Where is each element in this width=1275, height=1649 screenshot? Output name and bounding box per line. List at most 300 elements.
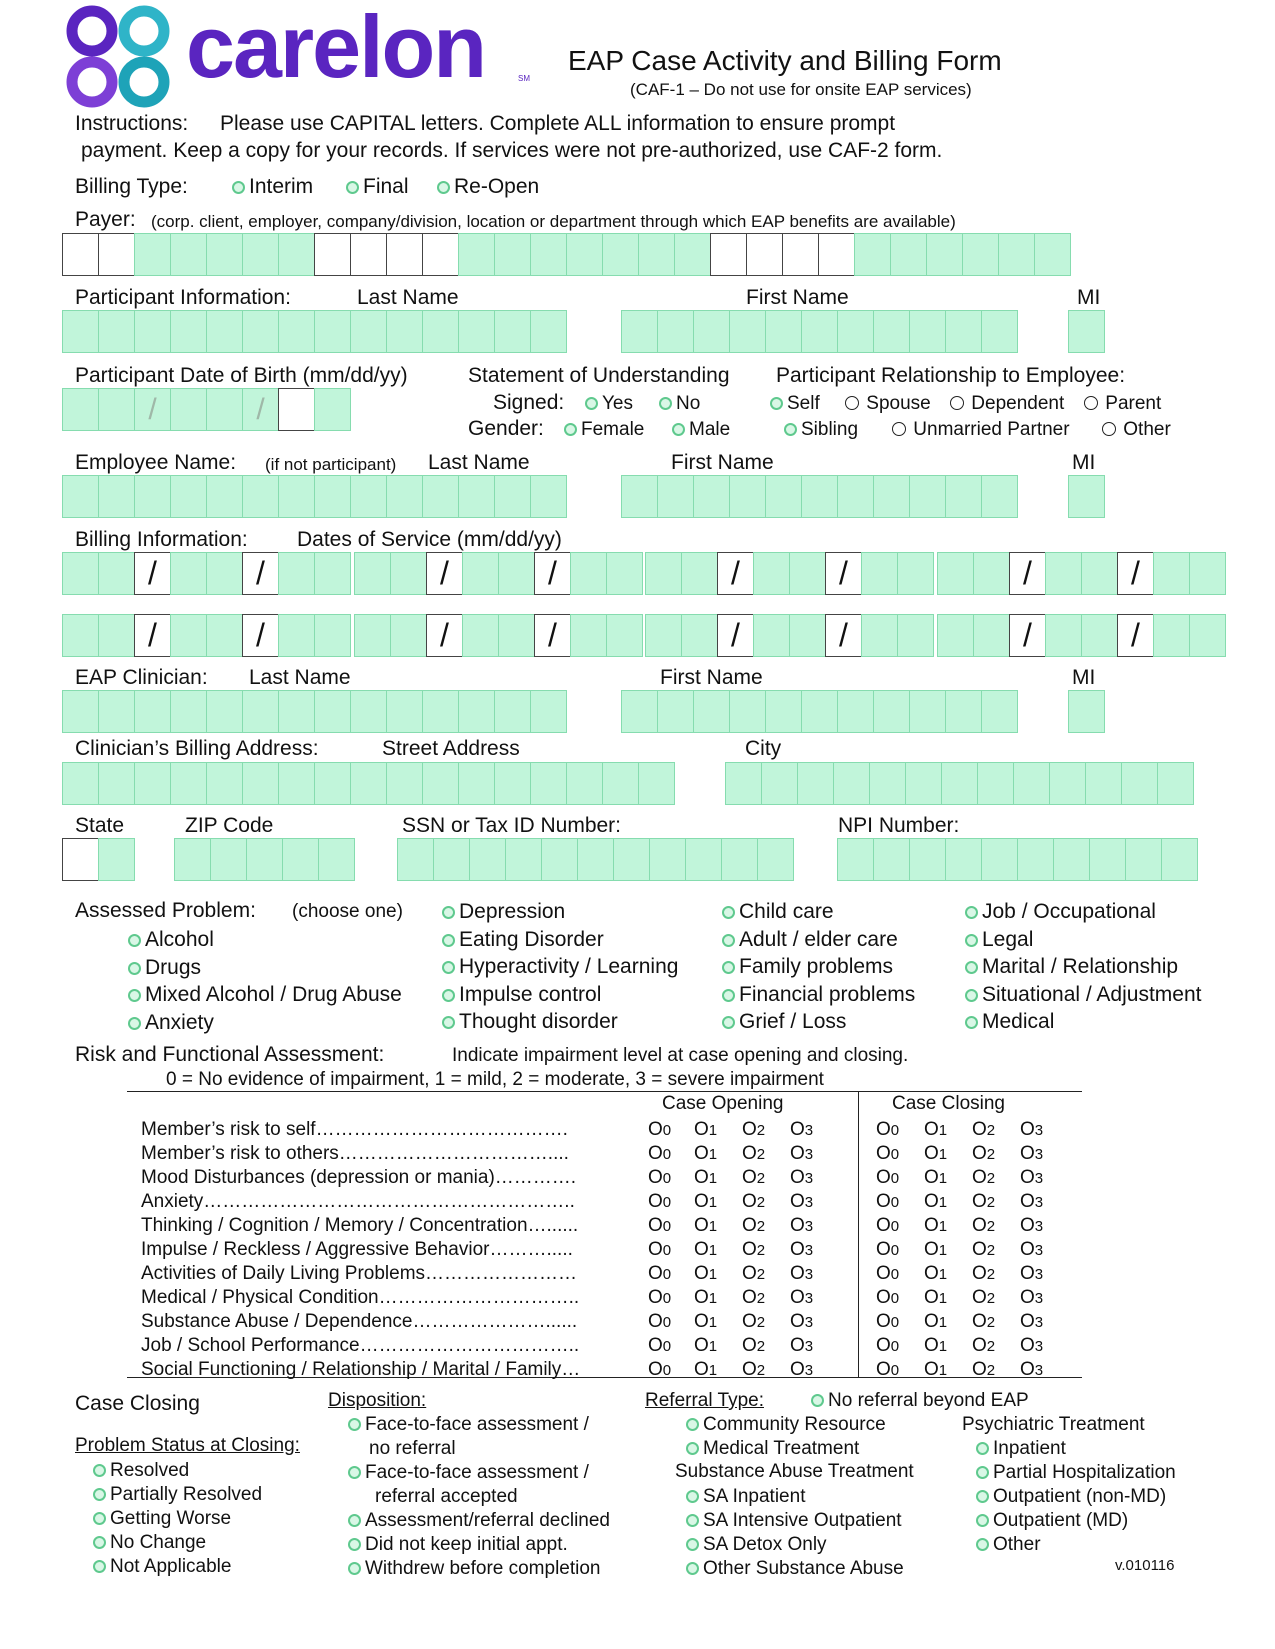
- input-cell[interactable]: [981, 838, 1018, 881]
- input-cell[interactable]: [765, 310, 802, 353]
- opening-level-0[interactable]: O0: [648, 1215, 672, 1236]
- input-cell[interactable]: [1068, 475, 1105, 518]
- input-cell[interactable]: [613, 838, 650, 881]
- input-cell[interactable]: [873, 475, 910, 518]
- clinician-mi-input[interactable]: [1069, 690, 1105, 733]
- closing-level-2[interactable]: O2: [972, 1335, 996, 1356]
- relationship-self[interactable]: Self: [770, 393, 820, 415]
- opening-level-1[interactable]: O1: [694, 1239, 718, 1260]
- input-cell[interactable]: [422, 762, 459, 805]
- closing-level-1[interactable]: O1: [924, 1287, 948, 1308]
- closing-level-3[interactable]: O3: [1020, 1215, 1044, 1236]
- input-cell[interactable]: [1017, 838, 1054, 881]
- input-cell[interactable]: [621, 690, 658, 733]
- input-cell[interactable]: [206, 690, 243, 733]
- closing-level-2[interactable]: O2: [972, 1287, 996, 1308]
- assessed-option[interactable]: Drugs: [128, 956, 201, 980]
- disposition-option[interactable]: Face-to-face assessment /: [348, 1414, 589, 1436]
- closing-level-0[interactable]: O0: [876, 1119, 900, 1140]
- input-cell[interactable]: [386, 310, 423, 353]
- closing-level-3[interactable]: O3: [1020, 1311, 1044, 1332]
- psych-option[interactable]: Other: [976, 1534, 1041, 1556]
- input-cell[interactable]: [753, 614, 790, 657]
- input-cell[interactable]: [869, 762, 906, 805]
- closing-level-1[interactable]: O1: [924, 1263, 948, 1284]
- input-cell[interactable]: [314, 762, 351, 805]
- input-cell[interactable]: [282, 838, 319, 881]
- input-cell[interactable]: [570, 552, 607, 595]
- input-cell[interactable]: [1053, 838, 1090, 881]
- input-cell[interactable]: [981, 310, 1018, 353]
- gender-female[interactable]: Female: [564, 419, 644, 441]
- closing-level-3[interactable]: O3: [1020, 1119, 1044, 1140]
- input-cell[interactable]: [314, 310, 351, 353]
- status-option[interactable]: Getting Worse: [93, 1508, 231, 1530]
- input-cell[interactable]: [458, 690, 495, 733]
- input-cell[interactable]: [1013, 762, 1050, 805]
- input-cell[interactable]: [206, 310, 243, 353]
- input-cell[interactable]: [945, 690, 982, 733]
- input-cell[interactable]: [1009, 614, 1046, 657]
- input-cell[interactable]: [390, 552, 427, 595]
- input-cell[interactable]: [789, 552, 826, 595]
- input-cell[interactable]: [242, 310, 279, 353]
- closing-level-1[interactable]: O1: [924, 1191, 948, 1212]
- input-cell[interactable]: [62, 388, 99, 431]
- input-cell[interactable]: [566, 762, 603, 805]
- input-cell[interactable]: [753, 552, 790, 595]
- closing-level-3[interactable]: O3: [1020, 1263, 1044, 1284]
- input-cell[interactable]: [693, 475, 730, 518]
- input-cell[interactable]: [621, 310, 658, 353]
- closing-level-1[interactable]: O1: [924, 1311, 948, 1332]
- closing-level-0[interactable]: O0: [876, 1191, 900, 1212]
- psych-option[interactable]: Outpatient (non-MD): [976, 1486, 1166, 1508]
- input-cell[interactable]: [801, 475, 838, 518]
- input-cell[interactable]: [458, 475, 495, 518]
- input-cell[interactable]: [602, 762, 639, 805]
- opening-level-0[interactable]: O0: [648, 1263, 672, 1284]
- input-cell[interactable]: [62, 233, 99, 276]
- sa-option[interactable]: SA Inpatient: [686, 1486, 805, 1508]
- opening-level-0[interactable]: O0: [648, 1311, 672, 1332]
- input-cell[interactable]: [789, 614, 826, 657]
- opening-level-0[interactable]: O0: [648, 1287, 672, 1308]
- input-cell[interactable]: [278, 233, 315, 276]
- input-cell[interactable]: [498, 552, 535, 595]
- input-cell[interactable]: [1121, 762, 1158, 805]
- input-cell[interactable]: [861, 614, 898, 657]
- closing-level-2[interactable]: O2: [972, 1215, 996, 1236]
- input-cell[interactable]: [530, 475, 567, 518]
- input-cell[interactable]: [458, 310, 495, 353]
- input-cell[interactable]: [1068, 690, 1105, 733]
- npi-input[interactable]: [838, 838, 1198, 881]
- input-cell[interactable]: [534, 614, 571, 657]
- ssn-input[interactable]: [398, 838, 794, 881]
- employee-last-input[interactable]: [63, 475, 567, 518]
- opening-level-0[interactable]: O0: [648, 1191, 672, 1212]
- closing-level-0[interactable]: O0: [876, 1215, 900, 1236]
- closing-level-2[interactable]: O2: [972, 1143, 996, 1164]
- input-cell[interactable]: [782, 233, 819, 276]
- input-cell[interactable]: [314, 233, 351, 276]
- input-cell[interactable]: [606, 552, 643, 595]
- input-cell[interactable]: [861, 552, 898, 595]
- input-cell[interactable]: [801, 310, 838, 353]
- relationship-other[interactable]: Other: [1102, 419, 1171, 441]
- input-cell[interactable]: [973, 552, 1010, 595]
- input-cell[interactable]: [818, 233, 855, 276]
- input-cell[interactable]: [134, 690, 171, 733]
- closing-level-1[interactable]: O1: [924, 1359, 948, 1380]
- opening-level-3[interactable]: O3: [790, 1359, 814, 1380]
- input-cell[interactable]: [825, 614, 862, 657]
- psych-option[interactable]: Partial Hospitalization: [976, 1462, 1176, 1484]
- clinician-first-input[interactable]: [622, 690, 1018, 733]
- input-cell[interactable]: [1161, 838, 1198, 881]
- sa-option[interactable]: Other Substance Abuse: [686, 1558, 904, 1580]
- input-cell[interactable]: [977, 762, 1014, 805]
- input-cell[interactable]: [941, 762, 978, 805]
- closing-level-2[interactable]: O2: [972, 1311, 996, 1332]
- opening-level-0[interactable]: O0: [648, 1119, 672, 1140]
- input-cell[interactable]: [62, 690, 99, 733]
- assessed-option[interactable]: Marital / Relationship: [965, 955, 1178, 979]
- status-option[interactable]: No Change: [93, 1532, 206, 1554]
- opening-level-0[interactable]: O0: [648, 1239, 672, 1260]
- input-cell[interactable]: [350, 310, 387, 353]
- assessed-option[interactable]: Family problems: [722, 955, 893, 979]
- input-cell[interactable]: [577, 838, 614, 881]
- input-cell[interactable]: [206, 388, 243, 431]
- closing-level-1[interactable]: O1: [924, 1167, 948, 1188]
- input-cell[interactable]: [174, 838, 211, 881]
- assessed-option[interactable]: Eating Disorder: [442, 928, 604, 952]
- input-cell[interactable]: [386, 475, 423, 518]
- input-cell[interactable]: [134, 475, 171, 518]
- input-cell[interactable]: [945, 838, 982, 881]
- input-cell[interactable]: [681, 614, 718, 657]
- input-cell[interactable]: [426, 552, 463, 595]
- input-cell[interactable]: [98, 475, 135, 518]
- input-cell[interactable]: [621, 475, 658, 518]
- input-cell[interactable]: [314, 388, 351, 431]
- input-cell[interactable]: [657, 475, 694, 518]
- input-cell[interactable]: [242, 475, 279, 518]
- input-cell[interactable]: [386, 762, 423, 805]
- input-cell[interactable]: [458, 233, 495, 276]
- input-cell[interactable]: [693, 690, 730, 733]
- payer-input[interactable]: [63, 233, 1071, 276]
- input-cell[interactable]: [386, 690, 423, 733]
- service-date-2[interactable]: [355, 552, 643, 595]
- closing-level-0[interactable]: O0: [876, 1263, 900, 1284]
- opening-level-1[interactable]: O1: [694, 1311, 718, 1332]
- assessed-option[interactable]: Mixed Alcohol / Drug Abuse: [128, 983, 402, 1007]
- input-cell[interactable]: [602, 233, 639, 276]
- input-cell[interactable]: [837, 690, 874, 733]
- participant-first-input[interactable]: [622, 310, 1018, 353]
- assessed-option[interactable]: Job / Occupational: [965, 900, 1156, 924]
- input-cell[interactable]: [873, 310, 910, 353]
- input-cell[interactable]: [422, 690, 459, 733]
- input-cell[interactable]: [134, 310, 171, 353]
- closing-level-0[interactable]: O0: [876, 1359, 900, 1380]
- input-cell[interactable]: [426, 614, 463, 657]
- input-cell[interactable]: [873, 690, 910, 733]
- opening-level-2[interactable]: O2: [742, 1239, 766, 1260]
- input-cell[interactable]: [945, 310, 982, 353]
- closing-level-2[interactable]: O2: [972, 1359, 996, 1380]
- input-cell[interactable]: [1089, 838, 1126, 881]
- input-cell[interactable]: [350, 762, 387, 805]
- input-cell[interactable]: [638, 233, 675, 276]
- assessed-option[interactable]: Adult / elder care: [722, 928, 898, 952]
- opening-level-1[interactable]: O1: [694, 1167, 718, 1188]
- input-cell[interactable]: [909, 475, 946, 518]
- opening-level-3[interactable]: O3: [790, 1287, 814, 1308]
- opening-level-2[interactable]: O2: [742, 1191, 766, 1212]
- input-cell[interactable]: [242, 233, 279, 276]
- opening-level-3[interactable]: O3: [790, 1215, 814, 1236]
- billing-type-interim[interactable]: Interim: [232, 175, 313, 199]
- input-cell[interactable]: [757, 838, 794, 881]
- street-input[interactable]: [63, 762, 675, 805]
- input-cell[interactable]: [206, 614, 243, 657]
- closing-level-1[interactable]: O1: [924, 1143, 948, 1164]
- opening-level-2[interactable]: O2: [742, 1167, 766, 1188]
- closing-level-0[interactable]: O0: [876, 1335, 900, 1356]
- input-cell[interactable]: [909, 310, 946, 353]
- input-cell[interactable]: [242, 614, 279, 657]
- sa-option[interactable]: SA Detox Only: [686, 1534, 827, 1556]
- relationship-sibling[interactable]: Sibling: [784, 419, 858, 441]
- input-cell[interactable]: [909, 838, 946, 881]
- assessed-option[interactable]: Alcohol: [128, 928, 214, 952]
- opening-level-2[interactable]: O2: [742, 1287, 766, 1308]
- input-cell[interactable]: [693, 310, 730, 353]
- opening-level-3[interactable]: O3: [790, 1239, 814, 1260]
- opening-level-3[interactable]: O3: [790, 1119, 814, 1140]
- service-date-8[interactable]: [938, 614, 1226, 657]
- input-cell[interactable]: [905, 762, 942, 805]
- assessed-option[interactable]: Depression: [442, 900, 565, 924]
- input-cell[interactable]: [1081, 614, 1118, 657]
- input-cell[interactable]: [541, 838, 578, 881]
- opening-level-1[interactable]: O1: [694, 1191, 718, 1212]
- closing-level-1[interactable]: O1: [924, 1335, 948, 1356]
- service-date-6[interactable]: [355, 614, 643, 657]
- opening-level-3[interactable]: O3: [790, 1311, 814, 1332]
- sa-option[interactable]: SA Intensive Outpatient: [686, 1510, 902, 1532]
- closing-level-1[interactable]: O1: [924, 1215, 948, 1236]
- input-cell[interactable]: [761, 762, 798, 805]
- assessed-option[interactable]: Grief / Loss: [722, 1010, 846, 1034]
- input-cell[interactable]: [837, 310, 874, 353]
- state-input[interactable]: [63, 838, 135, 881]
- input-cell[interactable]: [242, 762, 279, 805]
- input-cell[interactable]: [278, 690, 315, 733]
- opening-level-3[interactable]: O3: [790, 1263, 814, 1284]
- input-cell[interactable]: [242, 690, 279, 733]
- input-cell[interactable]: [494, 233, 531, 276]
- opening-level-1[interactable]: O1: [694, 1119, 718, 1140]
- assessed-option[interactable]: Child care: [722, 900, 834, 924]
- input-cell[interactable]: [685, 838, 722, 881]
- input-cell[interactable]: [210, 838, 247, 881]
- input-cell[interactable]: [926, 233, 963, 276]
- input-cell[interactable]: [206, 762, 243, 805]
- opening-level-0[interactable]: O0: [648, 1335, 672, 1356]
- relationship-parent[interactable]: Parent: [1084, 393, 1161, 415]
- opening-level-3[interactable]: O3: [790, 1335, 814, 1356]
- billing-type-final[interactable]: Final: [346, 175, 409, 199]
- input-cell[interactable]: [314, 690, 351, 733]
- input-cell[interactable]: [494, 762, 531, 805]
- input-cell[interactable]: [134, 762, 171, 805]
- input-cell[interactable]: [134, 614, 171, 657]
- signed-no[interactable]: No: [659, 393, 700, 415]
- input-cell[interactable]: [721, 838, 758, 881]
- input-cell[interactable]: [530, 233, 567, 276]
- closing-level-0[interactable]: O0: [876, 1311, 900, 1332]
- assessed-option[interactable]: Legal: [965, 928, 1033, 952]
- input-cell[interactable]: [134, 388, 171, 431]
- input-cell[interactable]: [1157, 762, 1194, 805]
- input-cell[interactable]: [242, 388, 279, 431]
- opening-level-3[interactable]: O3: [790, 1143, 814, 1164]
- billing-type-reopen[interactable]: Re-Open: [437, 175, 539, 199]
- opening-level-0[interactable]: O0: [648, 1143, 672, 1164]
- closing-level-2[interactable]: O2: [972, 1263, 996, 1284]
- closing-level-2[interactable]: O2: [972, 1167, 996, 1188]
- input-cell[interactable]: [998, 233, 1035, 276]
- assessed-option[interactable]: Anxiety: [128, 1011, 214, 1035]
- input-cell[interactable]: [397, 838, 434, 881]
- input-cell[interactable]: [350, 233, 387, 276]
- opening-level-2[interactable]: O2: [742, 1359, 766, 1380]
- closing-level-3[interactable]: O3: [1020, 1359, 1044, 1380]
- input-cell[interactable]: [170, 388, 207, 431]
- opening-level-2[interactable]: O2: [742, 1143, 766, 1164]
- input-cell[interactable]: [638, 762, 675, 805]
- input-cell[interactable]: [897, 552, 934, 595]
- input-cell[interactable]: [134, 552, 171, 595]
- input-cell[interactable]: [98, 690, 135, 733]
- input-cell[interactable]: [170, 690, 207, 733]
- input-cell[interactable]: [765, 690, 802, 733]
- participant-last-input[interactable]: [63, 310, 567, 353]
- input-cell[interactable]: [729, 475, 766, 518]
- input-cell[interactable]: [278, 762, 315, 805]
- input-cell[interactable]: [206, 552, 243, 595]
- input-cell[interactable]: [494, 475, 531, 518]
- input-cell[interactable]: [674, 233, 711, 276]
- input-cell[interactable]: [945, 475, 982, 518]
- input-cell[interactable]: [98, 762, 135, 805]
- opening-level-3[interactable]: O3: [790, 1191, 814, 1212]
- input-cell[interactable]: [98, 838, 135, 881]
- assessed-option[interactable]: Medical: [965, 1010, 1054, 1034]
- input-cell[interactable]: [681, 552, 718, 595]
- input-cell[interactable]: [170, 233, 207, 276]
- service-date-3[interactable]: [646, 552, 934, 595]
- input-cell[interactable]: [937, 552, 974, 595]
- input-cell[interactable]: [469, 838, 506, 881]
- input-cell[interactable]: [278, 475, 315, 518]
- input-cell[interactable]: [98, 233, 135, 276]
- service-date-1[interactable]: [63, 552, 351, 595]
- input-cell[interactable]: [386, 233, 423, 276]
- input-cell[interactable]: [433, 838, 470, 881]
- input-cell[interactable]: [350, 690, 387, 733]
- service-date-7[interactable]: [646, 614, 934, 657]
- input-cell[interactable]: [1045, 552, 1082, 595]
- closing-level-2[interactable]: O2: [972, 1191, 996, 1212]
- input-cell[interactable]: [725, 762, 762, 805]
- input-cell[interactable]: [837, 475, 874, 518]
- closing-level-1[interactable]: O1: [924, 1119, 948, 1140]
- input-cell[interactable]: [170, 310, 207, 353]
- assessed-option[interactable]: Financial problems: [722, 983, 915, 1007]
- opening-level-1[interactable]: O1: [694, 1359, 718, 1380]
- closing-level-2[interactable]: O2: [972, 1119, 996, 1140]
- input-cell[interactable]: [354, 614, 391, 657]
- input-cell[interactable]: [570, 614, 607, 657]
- input-cell[interactable]: [62, 310, 99, 353]
- status-option[interactable]: Resolved: [93, 1460, 189, 1482]
- closing-level-3[interactable]: O3: [1020, 1167, 1044, 1188]
- input-cell[interactable]: [318, 838, 355, 881]
- input-cell[interactable]: [278, 388, 315, 431]
- disposition-option[interactable]: Did not keep initial appt.: [348, 1534, 568, 1556]
- input-cell[interactable]: [494, 310, 531, 353]
- service-date-5[interactable]: [63, 614, 351, 657]
- input-cell[interactable]: [314, 614, 351, 657]
- input-cell[interactable]: [314, 552, 351, 595]
- input-cell[interactable]: [278, 310, 315, 353]
- input-cell[interactable]: [530, 690, 567, 733]
- gender-male[interactable]: Male: [672, 419, 730, 441]
- psych-option[interactable]: Inpatient: [976, 1438, 1066, 1460]
- input-cell[interactable]: [897, 614, 934, 657]
- assessed-option[interactable]: Impulse control: [442, 983, 601, 1007]
- input-cell[interactable]: [170, 475, 207, 518]
- input-cell[interactable]: [462, 552, 499, 595]
- input-cell[interactable]: [710, 233, 747, 276]
- relationship-dependent[interactable]: Dependent: [950, 393, 1064, 415]
- input-cell[interactable]: [717, 552, 754, 595]
- input-cell[interactable]: [1034, 233, 1071, 276]
- opening-level-0[interactable]: O0: [648, 1167, 672, 1188]
- input-cell[interactable]: [422, 233, 459, 276]
- input-cell[interactable]: [278, 552, 315, 595]
- input-cell[interactable]: [62, 614, 99, 657]
- input-cell[interactable]: [170, 552, 207, 595]
- input-cell[interactable]: [98, 388, 135, 431]
- input-cell[interactable]: [837, 838, 874, 881]
- input-cell[interactable]: [1125, 838, 1162, 881]
- input-cell[interactable]: [797, 762, 834, 805]
- input-cell[interactable]: [1085, 762, 1122, 805]
- employee-mi-input[interactable]: [1069, 475, 1105, 518]
- disposition-option[interactable]: Assessment/referral declined: [348, 1510, 610, 1532]
- clinician-last-input[interactable]: [63, 690, 567, 733]
- closing-level-3[interactable]: O3: [1020, 1239, 1044, 1260]
- zip-input[interactable]: [175, 838, 355, 881]
- input-cell[interactable]: [962, 233, 999, 276]
